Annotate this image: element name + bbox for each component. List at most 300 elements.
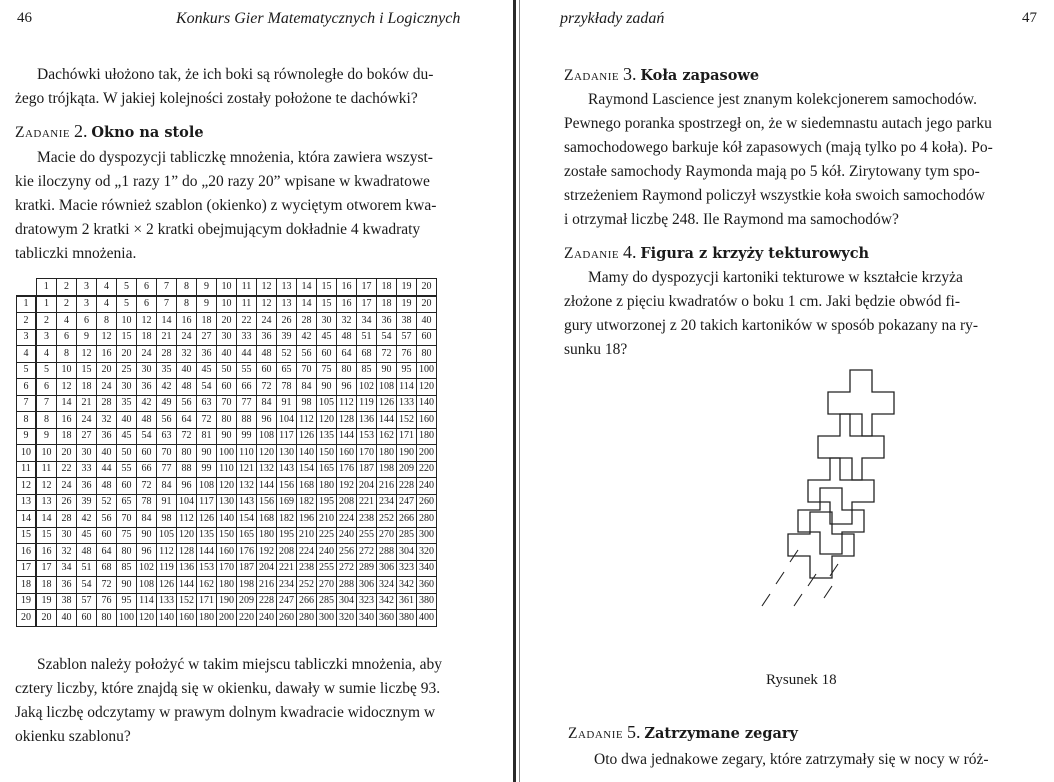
table-cell: 152 xyxy=(177,593,197,610)
table-row-header: 7 xyxy=(17,395,37,412)
table-cell: 143 xyxy=(277,461,297,478)
book-spine xyxy=(513,0,516,782)
task-3-line-4: zostałe samochody Raymonda mają po 5 kół. Zirytowany tym spo- xyxy=(564,163,980,180)
table-cell: 380 xyxy=(417,593,437,610)
table-cell: 108 xyxy=(197,478,217,495)
table-cell: 50 xyxy=(117,445,137,462)
table-cell: 255 xyxy=(357,527,377,544)
table-cell: 40 xyxy=(417,313,437,330)
table-cell: 36 xyxy=(77,478,97,495)
table-cell: 220 xyxy=(237,610,257,627)
table-cell: 38 xyxy=(397,313,417,330)
table-cell: 4 xyxy=(36,346,57,363)
table-row xyxy=(17,593,437,610)
table-cell: 39 xyxy=(277,329,297,346)
task-2-line-1: Macie do dyspozycji tabliczkę mnożenia, która zawiera wszyst- xyxy=(37,149,433,166)
table-column-header: 5 xyxy=(117,279,137,296)
table-cell: 380 xyxy=(397,610,417,627)
table-cell: 102 xyxy=(357,379,377,396)
task-2-after-4: okienku szablonu? xyxy=(15,728,131,745)
table-row xyxy=(17,313,437,330)
table-cell: 84 xyxy=(297,379,317,396)
task-4-line-4: sunku 18? xyxy=(564,341,628,358)
table-cell: 140 xyxy=(157,610,177,627)
table-column-header: 8 xyxy=(177,279,197,296)
table-cell: 60 xyxy=(137,445,157,462)
table-cell: 72 xyxy=(177,428,197,445)
table-row-header: 8 xyxy=(17,412,37,429)
table-cell: 75 xyxy=(117,527,137,544)
table-cell: 128 xyxy=(177,544,197,561)
table-cell: 66 xyxy=(237,379,257,396)
table-cell: 20 xyxy=(417,296,437,313)
table-cell: 65 xyxy=(277,362,297,379)
table-cell: 4 xyxy=(97,296,117,313)
table-cell: 196 xyxy=(297,511,317,528)
table-cell: 112 xyxy=(157,544,177,561)
table-cell: 136 xyxy=(357,412,377,429)
table-cell: 78 xyxy=(137,494,157,511)
table-cell: 126 xyxy=(377,395,397,412)
table-cell: 12 xyxy=(257,296,277,313)
table-cell: 132 xyxy=(237,478,257,495)
table-cell: 342 xyxy=(377,593,397,610)
table-row-header: 5 xyxy=(17,362,37,379)
table-cell: 152 xyxy=(397,412,417,429)
table-cell: 221 xyxy=(357,494,377,511)
table-cell: 60 xyxy=(317,346,337,363)
table-cell: 190 xyxy=(397,445,417,462)
table-cell: 77 xyxy=(237,395,257,412)
table-cell: 72 xyxy=(377,346,397,363)
table-cell: 20 xyxy=(117,346,137,363)
table-cell: 104 xyxy=(277,412,297,429)
table-cell: 162 xyxy=(377,428,397,445)
task-4-heading: Zadanie 4. Figura z krzyży tekturowych xyxy=(564,242,870,262)
table-cell: 24 xyxy=(77,412,97,429)
table-cell: 182 xyxy=(277,511,297,528)
intro-line-2: żego trójkąta. W jakiej kolejności zostały położone te dachówki? xyxy=(15,90,418,107)
table-cell: 80 xyxy=(417,346,437,363)
table-cell: 48 xyxy=(137,412,157,429)
table-column-header: 16 xyxy=(337,279,357,296)
table-column-header: 13 xyxy=(277,279,297,296)
table-cell: 56 xyxy=(157,412,177,429)
table-cell: 45 xyxy=(77,527,97,544)
table-cell: 220 xyxy=(417,461,437,478)
table-cell: 9 xyxy=(197,296,217,313)
table-cell: 80 xyxy=(337,362,357,379)
table-cell: 88 xyxy=(177,461,197,478)
table-cell: 36 xyxy=(377,313,397,330)
table-cell: 104 xyxy=(177,494,197,511)
table-cell: 70 xyxy=(117,511,137,528)
task-2-heading: Zadanie 2. Okno na stole xyxy=(15,121,204,141)
book-gutter xyxy=(519,0,520,782)
table-cell: 84 xyxy=(157,478,177,495)
table-cell: 80 xyxy=(117,544,137,561)
table-cell: 238 xyxy=(357,511,377,528)
table-cell: 30 xyxy=(117,379,137,396)
table-cell: 144 xyxy=(197,544,217,561)
table-cell: 216 xyxy=(377,478,397,495)
table-column-header: 20 xyxy=(417,279,437,296)
table-cell: 216 xyxy=(257,577,277,594)
table-cell: 240 xyxy=(337,527,357,544)
table-cell: 40 xyxy=(177,362,197,379)
table-cell: 17 xyxy=(357,296,377,313)
table-cell: 266 xyxy=(297,593,317,610)
table-cell: 84 xyxy=(257,395,277,412)
table-cell: 169 xyxy=(277,494,297,511)
table-cell: 16 xyxy=(57,412,77,429)
table-corner xyxy=(17,279,37,296)
table-cell: 77 xyxy=(157,461,177,478)
table-cell: 9 xyxy=(77,329,97,346)
table-cell: 154 xyxy=(237,511,257,528)
table-cell: 32 xyxy=(337,313,357,330)
table-cell: 7 xyxy=(157,296,177,313)
table-cell: 25 xyxy=(117,362,137,379)
table-row-header: 11 xyxy=(17,461,37,478)
table-cell: 224 xyxy=(297,544,317,561)
table-row-header: 17 xyxy=(17,560,37,577)
table-cell: 8 xyxy=(36,412,57,429)
table-cell: 10 xyxy=(117,313,137,330)
table-cell: 55 xyxy=(117,461,137,478)
table-cell: 252 xyxy=(297,577,317,594)
running-head-left: Konkurs Gier Matematycznych i Logicznych xyxy=(176,10,461,27)
table-cell: 68 xyxy=(357,346,377,363)
table-row xyxy=(17,428,437,445)
table-cell: 98 xyxy=(297,395,317,412)
table-row-header: 1 xyxy=(17,296,37,313)
table-row-header: 4 xyxy=(17,346,37,363)
table-row-header: 6 xyxy=(17,379,37,396)
table-cell: 17 xyxy=(36,560,57,577)
table-cell: 10 xyxy=(217,296,237,313)
table-cell: 144 xyxy=(177,577,197,594)
table-cell: 204 xyxy=(357,478,377,495)
task-3-line-1: Raymond Lascience jest znanym kolekcjonerem samochodów. xyxy=(588,91,977,108)
table-cell: 272 xyxy=(337,560,357,577)
table-cell: 24 xyxy=(137,346,157,363)
table-cell: 285 xyxy=(317,593,337,610)
running-head-right: przykłady zadań xyxy=(560,10,665,27)
table-cell: 108 xyxy=(257,428,277,445)
table-row-header: 18 xyxy=(17,577,37,594)
table-cell: 40 xyxy=(117,412,137,429)
table-cell: 132 xyxy=(257,461,277,478)
table-cell: 18 xyxy=(57,428,77,445)
table-cell: 91 xyxy=(157,494,177,511)
table-cell: 121 xyxy=(237,461,257,478)
table-cell: 144 xyxy=(257,478,277,495)
table-cell: 195 xyxy=(277,527,297,544)
table-column-header: 2 xyxy=(57,279,77,296)
table-cell: 30 xyxy=(217,329,237,346)
table-cell: 60 xyxy=(117,478,137,495)
table-cell: 52 xyxy=(277,346,297,363)
table-cell: 45 xyxy=(197,362,217,379)
task-4-line-3: gury utworzonej z 20 takich kartoników w sposób pokazany na ry- xyxy=(564,317,979,334)
table-cell: 32 xyxy=(177,346,197,363)
table-cell: 209 xyxy=(237,593,257,610)
table-cell: 100 xyxy=(417,362,437,379)
table-cell: 108 xyxy=(137,577,157,594)
table-cell: 72 xyxy=(97,577,117,594)
table-cell: 60 xyxy=(217,379,237,396)
table-cell: 72 xyxy=(197,412,217,429)
table-cell: 51 xyxy=(357,329,377,346)
table-cell: 30 xyxy=(137,362,157,379)
table-row xyxy=(17,527,437,544)
table-row-header: 12 xyxy=(17,478,37,495)
table-cell: 12 xyxy=(97,329,117,346)
table-cell: 80 xyxy=(97,610,117,627)
table-cell: 171 xyxy=(397,428,417,445)
table-cell: 42 xyxy=(137,395,157,412)
table-cell: 11 xyxy=(237,296,257,313)
table-row-header: 16 xyxy=(17,544,37,561)
table-cell: 72 xyxy=(137,478,157,495)
table-cell: 27 xyxy=(77,428,97,445)
table-cell: 136 xyxy=(177,560,197,577)
table-cell: 11 xyxy=(36,461,57,478)
table-row xyxy=(17,494,437,511)
table-cell: 133 xyxy=(397,395,417,412)
table-cell: 105 xyxy=(317,395,337,412)
table-cell: 27 xyxy=(197,329,217,346)
table-cell: 114 xyxy=(137,593,157,610)
table-cell: 85 xyxy=(357,362,377,379)
table-cell: 117 xyxy=(197,494,217,511)
table-cell: 210 xyxy=(297,527,317,544)
table-cell: 18 xyxy=(77,379,97,396)
table-cell: 208 xyxy=(277,544,297,561)
table-cell: 144 xyxy=(337,428,357,445)
table-column-header: 14 xyxy=(297,279,317,296)
table-cell: 55 xyxy=(237,362,257,379)
table-cell: 90 xyxy=(137,527,157,544)
table-cell: 66 xyxy=(137,461,157,478)
table-cell: 15 xyxy=(117,329,137,346)
right-page xyxy=(522,0,1054,782)
table-cell: 36 xyxy=(137,379,157,396)
table-cell: 306 xyxy=(357,577,377,594)
table-cell: 247 xyxy=(277,593,297,610)
table-row xyxy=(17,412,437,429)
table-cell: 323 xyxy=(357,593,377,610)
table-cell: 85 xyxy=(117,560,137,577)
table-cell: 119 xyxy=(157,560,177,577)
task-3-heading: Zadanie 3. Koła zapasowe xyxy=(564,64,760,84)
table-cell: 54 xyxy=(377,329,397,346)
table-cell: 20 xyxy=(57,445,77,462)
table-cell: 45 xyxy=(317,329,337,346)
table-cell: 112 xyxy=(337,395,357,412)
table-row xyxy=(17,577,437,594)
table-cell: 45 xyxy=(117,428,137,445)
table-cell: 78 xyxy=(277,379,297,396)
table-row-header: 15 xyxy=(17,527,37,544)
table-cell: 180 xyxy=(317,478,337,495)
table-cell: 18 xyxy=(137,329,157,346)
table-column-header: 11 xyxy=(237,279,257,296)
table-cell: 36 xyxy=(97,428,117,445)
table-cell: 15 xyxy=(317,296,337,313)
table-cell: 90 xyxy=(317,379,337,396)
table-cell: 3 xyxy=(36,329,57,346)
table-cell: 340 xyxy=(357,610,377,627)
table-cell: 12 xyxy=(36,478,57,495)
table-cell: 165 xyxy=(317,461,337,478)
table-cell: 56 xyxy=(97,511,117,528)
table-cell: 96 xyxy=(257,412,277,429)
table-cell: 180 xyxy=(217,577,237,594)
table-cell: 38 xyxy=(57,593,77,610)
table-cell: 26 xyxy=(57,494,77,511)
table-cell: 119 xyxy=(357,395,377,412)
table-cell: 28 xyxy=(297,313,317,330)
table-cell: 140 xyxy=(417,395,437,412)
table-cell: 16 xyxy=(97,346,117,363)
table-cell: 16 xyxy=(36,544,57,561)
table-cell: 16 xyxy=(177,313,197,330)
table-cell: 133 xyxy=(157,593,177,610)
table-cell: 126 xyxy=(197,511,217,528)
task-2-after-3: Jaką liczbę odczytamy w prawym dolnym kwadracie widocznym w xyxy=(15,704,436,721)
table-row xyxy=(17,544,437,561)
table-cell: 2 xyxy=(57,296,77,313)
table-cell: 221 xyxy=(277,560,297,577)
table-cell: 54 xyxy=(137,428,157,445)
page-number-right: 47 xyxy=(1022,10,1037,26)
table-cell: 192 xyxy=(337,478,357,495)
table-cell: 98 xyxy=(157,511,177,528)
table-cell: 56 xyxy=(297,346,317,363)
table-cell: 176 xyxy=(337,461,357,478)
table-cell: 75 xyxy=(317,362,337,379)
cross-shape xyxy=(818,414,884,480)
table-column-header: 15 xyxy=(317,279,337,296)
table-cell: 88 xyxy=(237,412,257,429)
table-cell: 13 xyxy=(36,494,57,511)
table-cell: 300 xyxy=(417,527,437,544)
table-cell: 120 xyxy=(417,379,437,396)
table-cell: 30 xyxy=(77,445,97,462)
table-cell: 256 xyxy=(337,544,357,561)
table-cell: 35 xyxy=(117,395,137,412)
table-row-header: 10 xyxy=(17,445,37,462)
table-cell: 32 xyxy=(97,412,117,429)
table-cell: 80 xyxy=(217,412,237,429)
table-cell: 120 xyxy=(317,412,337,429)
table-cell: 18 xyxy=(197,313,217,330)
table-cell: 76 xyxy=(397,346,417,363)
table-cell: 48 xyxy=(337,329,357,346)
table-cell: 30 xyxy=(317,313,337,330)
table-cell: 96 xyxy=(337,379,357,396)
table-cell: 143 xyxy=(237,494,257,511)
table-cell: 76 xyxy=(97,593,117,610)
page-number-left: 46 xyxy=(17,10,32,26)
table-row-header: 19 xyxy=(17,593,37,610)
table-cell: 400 xyxy=(417,610,437,627)
table-cell: 60 xyxy=(417,329,437,346)
table-cell: 90 xyxy=(217,428,237,445)
table-cell: 40 xyxy=(57,610,77,627)
table-cell: 110 xyxy=(237,445,257,462)
table-column-header: 10 xyxy=(217,279,237,296)
table-cell: 8 xyxy=(57,346,77,363)
table-cell: 306 xyxy=(377,560,397,577)
table-cell: 72 xyxy=(257,379,277,396)
table-cell: 50 xyxy=(217,362,237,379)
table-cell: 13 xyxy=(277,296,297,313)
table-cell: 342 xyxy=(397,577,417,594)
table-cell: 90 xyxy=(197,445,217,462)
table-cell: 324 xyxy=(377,577,397,594)
table-cell: 12 xyxy=(77,346,97,363)
table-cell: 240 xyxy=(417,478,437,495)
table-cell: 65 xyxy=(117,494,137,511)
table-cell: 234 xyxy=(277,577,297,594)
table-cell: 34 xyxy=(57,560,77,577)
table-cell: 28 xyxy=(157,346,177,363)
table-cell: 15 xyxy=(77,362,97,379)
table-cell: 5 xyxy=(36,362,57,379)
table-cell: 117 xyxy=(277,428,297,445)
table-cell: 135 xyxy=(197,527,217,544)
table-cell: 361 xyxy=(397,593,417,610)
left-page xyxy=(0,0,512,782)
figure-18-crosses xyxy=(742,360,902,620)
table-cell: 10 xyxy=(36,445,57,462)
table-cell: 3 xyxy=(77,296,97,313)
table-cell: 28 xyxy=(57,511,77,528)
table-cell: 120 xyxy=(257,445,277,462)
table-cell: 120 xyxy=(177,527,197,544)
table-cell: 14 xyxy=(157,313,177,330)
table-cell: 24 xyxy=(97,379,117,396)
table-cell: 64 xyxy=(337,346,357,363)
table-row xyxy=(17,296,437,313)
table-cell: 289 xyxy=(357,560,377,577)
table-cell: 36 xyxy=(257,329,277,346)
task-2-line-4: dratowym 2 kratki × 2 kratki obejmującym dokładnie 4 kwadraty xyxy=(15,221,421,238)
table-cell: 176 xyxy=(237,544,257,561)
table-cell: 57 xyxy=(397,329,417,346)
table-cell: 140 xyxy=(217,511,237,528)
table-cell: 160 xyxy=(177,610,197,627)
table-cell: 180 xyxy=(257,527,277,544)
table-row xyxy=(17,511,437,528)
table-cell: 272 xyxy=(357,544,377,561)
table-cell: 95 xyxy=(397,362,417,379)
table-cell: 99 xyxy=(197,461,217,478)
table-cell: 24 xyxy=(57,478,77,495)
table-column-header: 7 xyxy=(157,279,177,296)
table-cell: 51 xyxy=(77,560,97,577)
table-cell: 140 xyxy=(297,445,317,462)
table-row-header: 2 xyxy=(17,313,37,330)
table-cell: 260 xyxy=(417,494,437,511)
table-cell: 126 xyxy=(297,428,317,445)
table-cell: 135 xyxy=(317,428,337,445)
table-cell: 266 xyxy=(397,511,417,528)
table-cell: 48 xyxy=(97,478,117,495)
